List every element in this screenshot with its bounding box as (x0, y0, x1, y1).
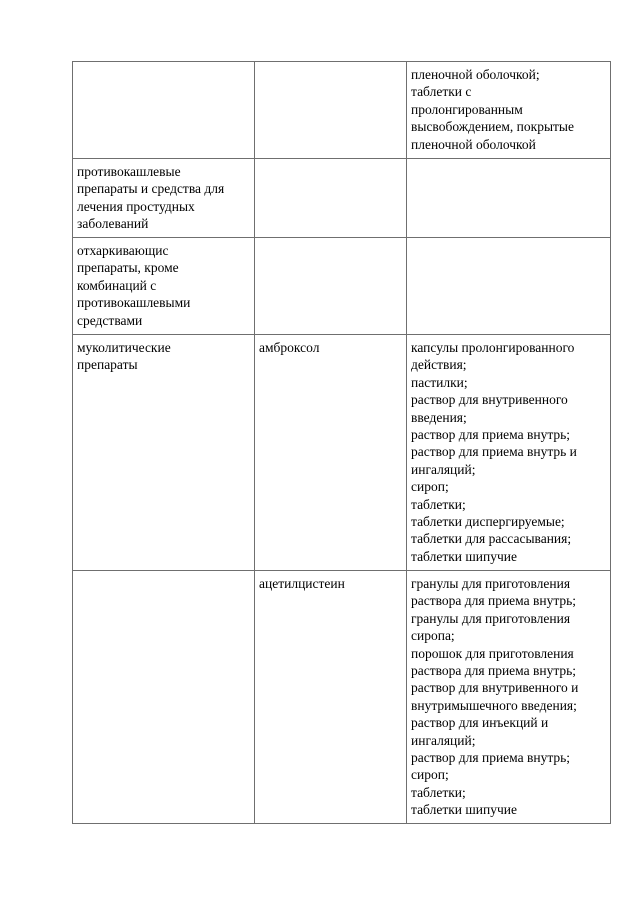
dosage-forms-cell: пленочной оболочкой; таблетки с пролонгированным высвобождением, покрытые пленочной оболочкой (407, 62, 611, 159)
substance-cell: амброксол (255, 335, 407, 571)
dosage-forms-cell (407, 159, 611, 238)
table-row (73, 335, 611, 571)
table-row (73, 62, 611, 159)
dosage-forms-cell: капсулы пролонгированного действия; пастилки; раствор для внутривенного введения; раствор для приема внутрь; раствор для приема внутрь и ингаляций; сироп; таблетки; таблетки диспергируемые; таблетки для рассасывания; таблетки шипучие (407, 335, 611, 571)
table-row (73, 159, 611, 238)
substance-cell (255, 159, 407, 238)
substance-cell (255, 238, 407, 335)
drug-list-table (72, 61, 611, 824)
dosage-forms-cell (407, 238, 611, 335)
group-cell (73, 571, 255, 824)
group-cell (73, 62, 255, 159)
group-cell: муколитические препараты (73, 335, 255, 571)
substance-cell (255, 62, 407, 159)
substance-cell: ацетилцистеин (255, 571, 407, 824)
table-row (73, 238, 611, 335)
table-row (73, 571, 611, 824)
dosage-forms-cell: гранулы для приготовления раствора для приема внутрь; гранулы для приготовления сиропа; порошок для приготовления раствора для приема внутрь; раствор для внутривенного и внутримышечного введения; раствор для инъекций и ингаляций; раствор для приема внутрь; сироп; таблетки; таблетки шипучие (407, 571, 611, 824)
group-cell: отхаркивающис препараты, кроме комбинаций с противокашлевыми средствами (73, 238, 255, 335)
group-cell: противокашлевые препараты и средства для лечения простудных заболеваний (73, 159, 255, 238)
